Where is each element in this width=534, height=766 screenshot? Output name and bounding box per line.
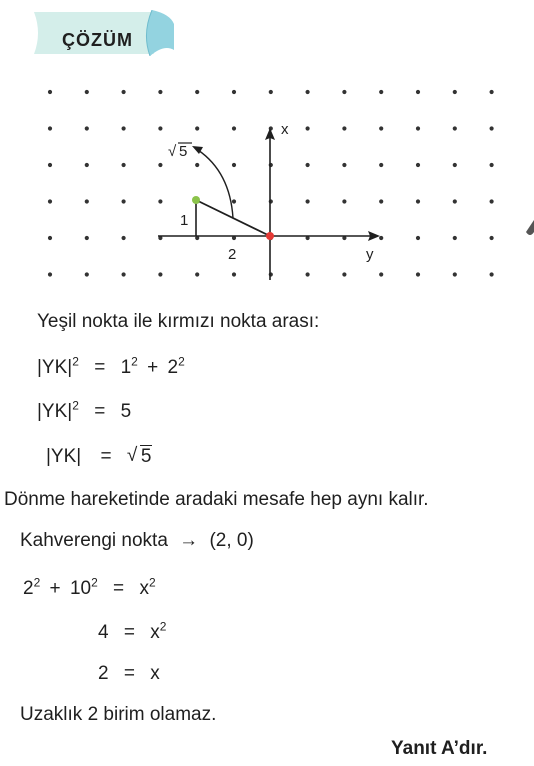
rotation-arc bbox=[198, 150, 233, 218]
brown-point-coord: (2, 0) bbox=[209, 530, 254, 551]
eq3-root bbox=[127, 446, 153, 468]
eq4-a-exp: 2 bbox=[33, 575, 41, 590]
grid-dot bbox=[232, 272, 236, 276]
eq6-lhs: 2 bbox=[98, 663, 109, 684]
eq1-lhs-exp: 2 bbox=[72, 354, 79, 369]
grid-dot bbox=[85, 199, 89, 203]
equation-6 bbox=[98, 663, 160, 685]
eq2-lhs-exp: 2 bbox=[72, 398, 79, 413]
grid-dot bbox=[416, 272, 420, 276]
eq2-equals: = bbox=[94, 401, 106, 422]
eq4-plus: + bbox=[49, 578, 61, 599]
grid-dot bbox=[490, 163, 494, 167]
grid-dot bbox=[342, 126, 346, 130]
grid-dot bbox=[85, 236, 89, 240]
grid-dot bbox=[232, 126, 236, 130]
eq1-a-exp: 2 bbox=[131, 354, 138, 369]
grid-dot bbox=[195, 126, 199, 130]
badge-title: ÇÖZÜM bbox=[62, 30, 133, 50]
grid-dot bbox=[490, 199, 494, 203]
grid-dot bbox=[453, 199, 457, 203]
radius-label: 5 bbox=[179, 143, 188, 160]
grid-dot bbox=[158, 126, 162, 130]
intro-text: Yeşil nokta ile kırmızı nokta arası: bbox=[37, 311, 320, 332]
grid-dot bbox=[490, 126, 494, 130]
equation-1 bbox=[37, 354, 185, 379]
grid-dot bbox=[342, 272, 346, 276]
pin-icon bbox=[526, 220, 534, 235]
eq3-equals: = bbox=[100, 446, 112, 467]
grid-dot bbox=[379, 126, 383, 130]
grid-dot bbox=[416, 236, 420, 240]
grid-dot bbox=[158, 272, 162, 276]
equation-4 bbox=[23, 575, 156, 600]
grid-dot bbox=[453, 272, 457, 276]
grid-dot bbox=[232, 199, 236, 203]
right-arrow-icon: → bbox=[179, 530, 199, 551]
grid-dot bbox=[416, 163, 420, 167]
eq1-b: 2 bbox=[167, 357, 179, 378]
grid-dot bbox=[122, 272, 126, 276]
grid-dot bbox=[158, 163, 162, 167]
grid-dot bbox=[158, 199, 162, 203]
rotation-statement: Dönme hareketinde aradaki mesafe hep aynı kalır. bbox=[4, 489, 429, 510]
grid-dot bbox=[232, 163, 236, 167]
eq3-lhs: |YK| bbox=[46, 446, 82, 467]
eq6-rhs: x bbox=[150, 663, 160, 684]
eq5-rhs: x bbox=[150, 622, 160, 643]
grid-dot bbox=[48, 236, 52, 240]
grid-dot bbox=[158, 90, 162, 94]
eq2-lhs: |YK| bbox=[37, 401, 73, 422]
eq5-rhs-exp: 2 bbox=[159, 619, 167, 634]
axis-y-label: y bbox=[366, 246, 374, 263]
eq1-a: 1 bbox=[120, 357, 132, 378]
eq1-equals: = bbox=[94, 357, 106, 378]
equation-3 bbox=[46, 446, 152, 468]
grid-dot bbox=[490, 236, 494, 240]
grid-dot bbox=[379, 199, 383, 203]
radius-root-sign: √ bbox=[168, 143, 177, 160]
grid-dot bbox=[48, 199, 52, 203]
equation-5 bbox=[98, 619, 167, 644]
eq2-rhs: 5 bbox=[120, 401, 132, 422]
grid-dot bbox=[122, 90, 126, 94]
grid-dot bbox=[195, 272, 199, 276]
dot-grid-figure bbox=[0, 80, 534, 280]
grid-dot bbox=[379, 90, 383, 94]
grid-dot bbox=[306, 199, 310, 203]
grid-dot bbox=[453, 90, 457, 94]
green-point bbox=[192, 196, 200, 204]
grid-dot bbox=[85, 272, 89, 276]
grid-dot bbox=[48, 90, 52, 94]
eq3-radicand: 5 bbox=[140, 446, 152, 467]
grid-dot bbox=[122, 126, 126, 130]
grid-dot bbox=[306, 90, 310, 94]
grid-dots bbox=[48, 90, 494, 277]
brown-point-line bbox=[20, 530, 254, 552]
vertical-leg-label: 1 bbox=[180, 212, 189, 229]
conclusion-text: Uzaklık 2 birim olamaz. bbox=[20, 704, 217, 725]
eq5-lhs: 4 bbox=[98, 622, 109, 643]
grid-dot bbox=[122, 236, 126, 240]
axis-x-label: x bbox=[281, 121, 289, 138]
grid-dot bbox=[195, 163, 199, 167]
eq4-equals: = bbox=[113, 578, 125, 599]
grid-dot bbox=[342, 90, 346, 94]
answer-text: Yanıt A’dır. bbox=[391, 738, 488, 759]
grid-dot bbox=[342, 199, 346, 203]
grid-dot bbox=[122, 163, 126, 167]
grid-dot bbox=[416, 199, 420, 203]
dot-grid-svg bbox=[0, 80, 534, 280]
eq4-b-exp: 2 bbox=[91, 575, 98, 590]
solution-badge bbox=[32, 10, 174, 56]
grid-dot bbox=[379, 163, 383, 167]
grid-dot bbox=[306, 272, 310, 276]
grid-dot bbox=[453, 236, 457, 240]
grid-dot bbox=[48, 163, 52, 167]
eq4-c-exp: 2 bbox=[148, 575, 156, 590]
grid-dot bbox=[416, 90, 420, 94]
grid-dot bbox=[379, 236, 383, 240]
eq4-b: 10 bbox=[69, 578, 92, 599]
grid-dot bbox=[48, 126, 52, 130]
grid-dot bbox=[490, 272, 494, 276]
equation-2 bbox=[37, 398, 132, 423]
grid-dot bbox=[306, 126, 310, 130]
eq4-a: 2 bbox=[23, 578, 34, 599]
grid-dot bbox=[453, 126, 457, 130]
eq1-lhs: |YK| bbox=[37, 357, 73, 378]
grid-dot bbox=[379, 272, 383, 276]
grid-dot bbox=[85, 163, 89, 167]
grid-dot bbox=[269, 90, 273, 94]
grid-dot bbox=[195, 90, 199, 94]
grid-dot bbox=[232, 90, 236, 94]
grid-dot bbox=[85, 90, 89, 94]
eq6-equals: = bbox=[123, 663, 135, 684]
grid-dot bbox=[48, 272, 52, 276]
eq1-plus: + bbox=[147, 357, 159, 378]
grid-dot bbox=[490, 90, 494, 94]
eq5-equals: = bbox=[123, 622, 135, 643]
grid-dot bbox=[122, 199, 126, 203]
eq4-c: x bbox=[139, 578, 149, 599]
grid-dot bbox=[306, 163, 310, 167]
grid-dot bbox=[85, 126, 89, 130]
brown-point-text: Kahverengi nokta bbox=[20, 530, 168, 551]
grid-dot bbox=[416, 126, 420, 130]
red-point bbox=[266, 232, 274, 240]
grid-dot bbox=[453, 163, 457, 167]
grid-dot bbox=[342, 163, 346, 167]
horizontal-leg-label: 2 bbox=[228, 246, 237, 263]
eq1-b-exp: 2 bbox=[178, 354, 185, 369]
